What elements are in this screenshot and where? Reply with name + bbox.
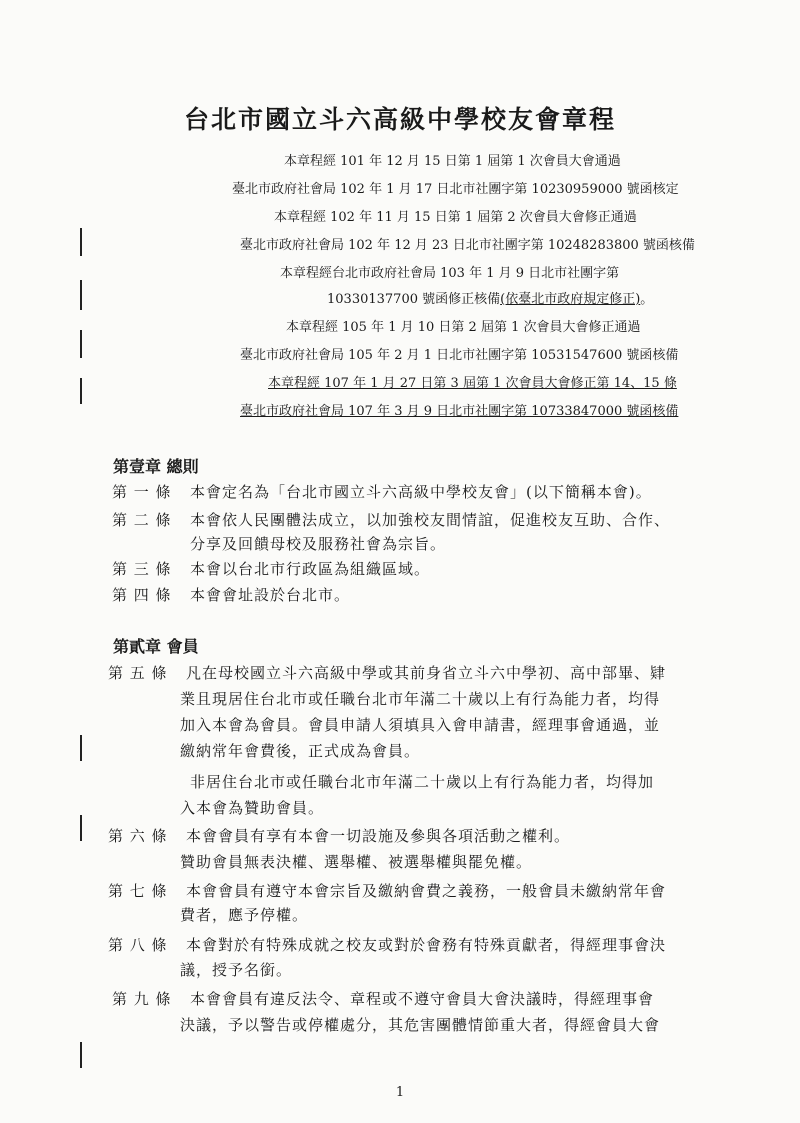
history-line-2: 臺北市政府社會局 102 年 1 月 17 日北市社團字第 10230959000 號函核定	[232, 182, 679, 197]
history-line-6-note: (依臺北市政府規定修正)	[500, 292, 641, 307]
chapter-heading-1: 第壹章 總則	[113, 457, 199, 476]
article-text: 繳納常年會費後，正式成為會員。	[180, 742, 421, 760]
article-text: 本會會員有違反法令、章程或不遵守會員大會決議時，得經理事會	[190, 990, 655, 1008]
article-label: 第 二 條	[112, 511, 172, 529]
article-text: 議，授予名銜。	[180, 961, 293, 979]
article-text: 非居住台北市或任職台北市年滿二十歲以上有行為能力者，均得加	[190, 773, 655, 791]
history-line-6-tail: 。	[640, 292, 654, 307]
article-text: 本會會員有享有本會一切設施及參與各項活動之權利。	[186, 827, 571, 845]
article-text: 凡在母校國立斗六高級中學或其前身省立斗六中學初、高中部畢、肄	[186, 664, 667, 682]
history-line-6-main: 10330137700 號函修正核備	[327, 292, 501, 307]
history-line-3: 本章程經 102 年 11 月 15 日第 1 屆第 2 次會員大會修正通過	[274, 210, 637, 225]
page-number: 1	[395, 1085, 405, 1100]
article-text: 本會定名為「台北市國立斗六高級中學校友會」(以下簡稱本會)。	[190, 483, 652, 501]
revision-mark	[80, 280, 82, 310]
chapter-heading-2: 第貳章 會員	[113, 637, 199, 656]
history-line-7: 本章程經 105 年 1 月 10 日第 2 屆第 1 次會員大會修正通過	[286, 320, 641, 335]
article-text: 本會會址設於台北市。	[190, 586, 351, 604]
document-title: 台北市國立斗六高級中學校友會章程	[183, 105, 616, 134]
article-text: 入本會為贊助會員。	[180, 799, 325, 817]
article-text: 本會依人民團體法成立，以加強校友間情誼，促進校友互助、合作、	[190, 511, 671, 529]
article-label: 第 四 條	[112, 586, 172, 604]
article-text: 本會會員有遵守本會宗旨及繳納會費之義務，一般會員未繳納常年會	[186, 882, 667, 900]
article-text: 本會以台北市行政區為組織區域。	[190, 560, 431, 578]
revision-mark	[80, 735, 82, 761]
history-line-1: 本章程經 101 年 12 月 15 日第 1 屆第 1 次會員大會通過	[284, 154, 621, 169]
article-label: 第 八 條	[108, 936, 168, 954]
article-text: 業且現居住台北市或任職台北市年滿二十歲以上有行為能力者，均得	[180, 690, 661, 708]
article-text: 分享及回饋母校及服務社會為宗旨。	[190, 535, 447, 553]
revision-mark	[80, 330, 82, 358]
history-line-8: 臺北市政府社會局 105 年 2 月 1 日北市社團字第 10531547600 號函核備	[240, 348, 679, 363]
article-label: 第 七 條	[108, 882, 168, 900]
article-label: 第 一 條	[112, 483, 172, 501]
history-line-6	[327, 288, 653, 307]
article-text: 決議，予以警告或停權處分，其危害團體情節重大者，得經會員大會	[180, 1016, 661, 1034]
article-label: 第 九 條	[112, 990, 172, 1008]
revision-mark	[80, 1042, 82, 1068]
revision-mark	[80, 815, 82, 841]
revision-mark	[80, 378, 82, 404]
article-text: 贊助會員無表決權、選舉權、被選舉權與罷免權。	[180, 853, 533, 871]
article-text: 加入本會為會員。會員申請人須填具入會申請書，經理事會通過，並	[180, 716, 661, 734]
history-line-5: 本章程經台北市政府社會局 103 年 1 月 9 日北市社團字第	[280, 266, 620, 281]
history-line-4: 臺北市政府社會局 102 年 12 月 23 日北市社團字第 10248283800 號函核備	[240, 238, 695, 253]
history-line-9: 本章程經 107 年 1 月 27 日第 3 屆第 1 次會員大會修正第 14、15 條	[268, 376, 677, 391]
history-line-10: 臺北市政府社會局 107 年 3 月 9 日北市社團字第 10733847000 號函核備	[240, 404, 679, 419]
article-text: 本會對於有特殊成就之校友或對於會務有特殊貢獻者，得經理事會決	[186, 936, 667, 954]
article-label: 第 三 條	[112, 560, 172, 578]
revision-mark	[80, 228, 82, 256]
article-text: 費者，應予停權。	[180, 906, 309, 924]
article-label: 第 六 條	[108, 827, 168, 845]
article-label: 第 五 條	[108, 664, 168, 682]
